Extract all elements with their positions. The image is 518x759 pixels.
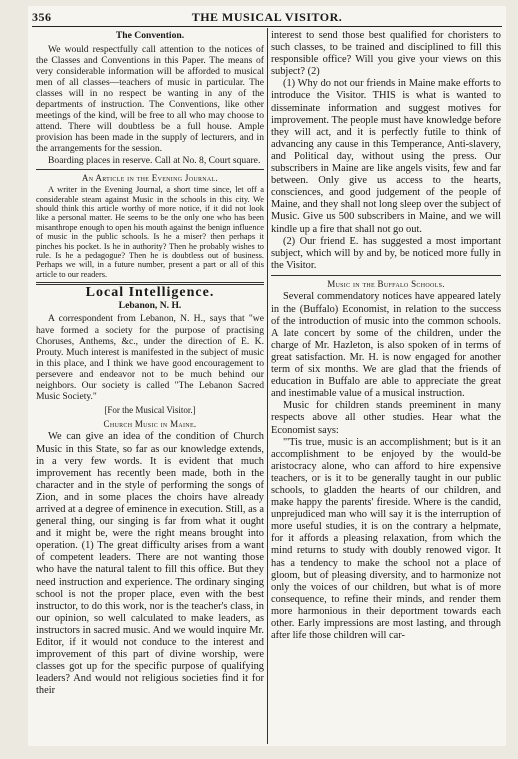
section-divider <box>36 169 264 170</box>
local-intelligence-heading: Local Intelligence. <box>85 285 215 301</box>
header-rule <box>32 26 502 27</box>
running-header <box>28 10 506 26</box>
article-heading: An Article in the Evening Journal. <box>81 172 219 183</box>
buffalo-paragraph: Several commendatory notices have appeared lately in the (Buffalo) Economist, in relation to the success of the introduction of music into the common schools. A late concert by some of the children, under the charge of Mr. Hazleton, is also spoken of in terms of great satisfaction. Mr. H. is now engaged for another term of six months. We are glad that the friends of education in Buffalo are able to appreciate the great and inestimable value of a musical instruction. <box>271 291 501 400</box>
lebanon-heading: Lebanon, N. H. <box>118 299 182 311</box>
section-divider-right <box>271 275 501 276</box>
church-music-heading: Church Music in Maine. <box>103 418 197 429</box>
lebanon-paragraph: A correspondent from Lebanon, N. H., says that "we have formed a society for the purpose of practising Choruses, Anthems, &c., under the direction of E. K. Prouty. Much interest is manifested in the subject of music in this place, and I think we have good encouragement to persevere and endeavor not to be much behind our neighbors. Our society is called "The Lebanon Sacred Music Society." <box>36 313 264 403</box>
left-column <box>36 30 264 742</box>
note-2-paragraph: (2) Our friend E. has suggested a most important subject, which will by and by, be noticed more fully in the Visitor. <box>271 235 501 271</box>
column-divider <box>267 28 268 744</box>
newspaper-page <box>28 6 506 746</box>
for-visitor-note: [For the Musical Visitor.] <box>104 405 196 416</box>
right-column <box>271 30 501 742</box>
economist-quote: "'Tis true, music is an accomplishment; but is it an accomplishment to be enjoyed by the would-be aristocracy alone, who can afford to hire expensive teachers, or is it to be generally taught in our public schools, to gladden the hearts of our children, and make happy the parents' fireside. Where is the candid, unprejudiced man who will say it is the interruption of more useful studies, it is on the contrary a helpmate, for it affords a pleasing relaxation, from which the mind returns to study with doubly renowed vigor. It has a tendency to make the school not a place of gloom, but of pleasing diversity, and to harmonize not only the voices of our children, but what is of more consequence, to refine their minds, and render them more harmonious in their deportment towards each other. Early impressions are most lasting, and through after life those children will car- <box>271 436 501 642</box>
note-1-paragraph: (1) Why do not our friends in Maine make efforts to introduce the Visitor. THIS is what is wanted to disseminate information and suggest motives for improvement. The people must have knowledge before they will act, and it is perfectly futile to think of advancing any cause in this Temperance, Anti-slavery, and Political day, without using the press. Our subscribers in Maine are like angels visits, few and far between. Only give us access to the hearts, consciences, and good judgement of the people of Maine, and they shall not long sleep over the subject of Music. Give us 500 subscribers in Maine, and we will kindle up a fire that shall not go out. <box>271 78 501 235</box>
convention-heading: The Convention. <box>115 30 185 41</box>
page-number: 356 <box>32 10 52 24</box>
article-paragraph: A writer in the Evening Journal, a short time since, let off a considerable steam against Music in the schools in this city. We should think this article worthy of more notice, if it did not look like a personal matter. He seems to be the only one who has been misanthrope enough to open his mouth against the benign influence of music in the public schools. Is he a miser? then perhaps it pinches his pocket. Is he in authority? Then he probably wishes to rule. Is he a pedagogue? Then he is doubtless out of business. Perhaps we will, in a future number, present a part or all of this article to our readers. <box>36 185 264 279</box>
convention-paragraph: We would respectfully call attention to the notices of the Classes and Conventions in this Paper. The means of very considerable information will be afforded to musical men of all classes—teachers of music in particular. The classes will in no respect be wanting in any of the departments of instruction. The Conventions, like other meetings of the kind, will be free to all who may choose to attend. There will doubtless be a full house. Ample provision has been made in the supply of lecturers, and in the arrangements for the session. <box>36 43 264 155</box>
continued-paragraph: interest to send those best qualified for choristers to such classes, to be trained and disciplined to fill this responsible office? Will you give your views on this subject? (2) <box>271 30 501 78</box>
buffalo-heading: Music in the Buffalo Schools. <box>327 278 445 289</box>
boarding-paragraph: Boarding places in reserve. Call at No. 8, Court square. <box>48 154 261 166</box>
buffalo-paragraph-2: Music for children stands preeminent in many respects above all other studies. Hear what the Economist says: <box>271 400 501 436</box>
running-title: THE MUSICAL VISITOR. <box>191 10 343 24</box>
church-music-paragraph: We can give an idea of the condition of Church Music in this State, so far as our knowledge extends, in a very few words. It is evident that much improvement has recently been made, both in the character and in the style of performing the songs of Zion, and in some places the choirs have already arrived at a degree of eminence in execution. Still, as a general thing, our singing is far from what it ought and it might be, were the right means brought into operation. (1) The great difficulty arises from a want of competent leaders. There are not wanting those who have the natural talent to fill this office. But they need instruction and experience. The ordinary singing school is not the proper place, even with the best instructor, to do this work, nor is the teacher's class, in our opinion, so well calculated to make leaders, as instructors in sacred music. And we would inquire Mr. Editor, if it would not conduce to the interest and improvement of this part of divine worship, were classes got up for the specific purpose of qualifying leaders? And would not religious societies find it for their <box>36 431 264 697</box>
